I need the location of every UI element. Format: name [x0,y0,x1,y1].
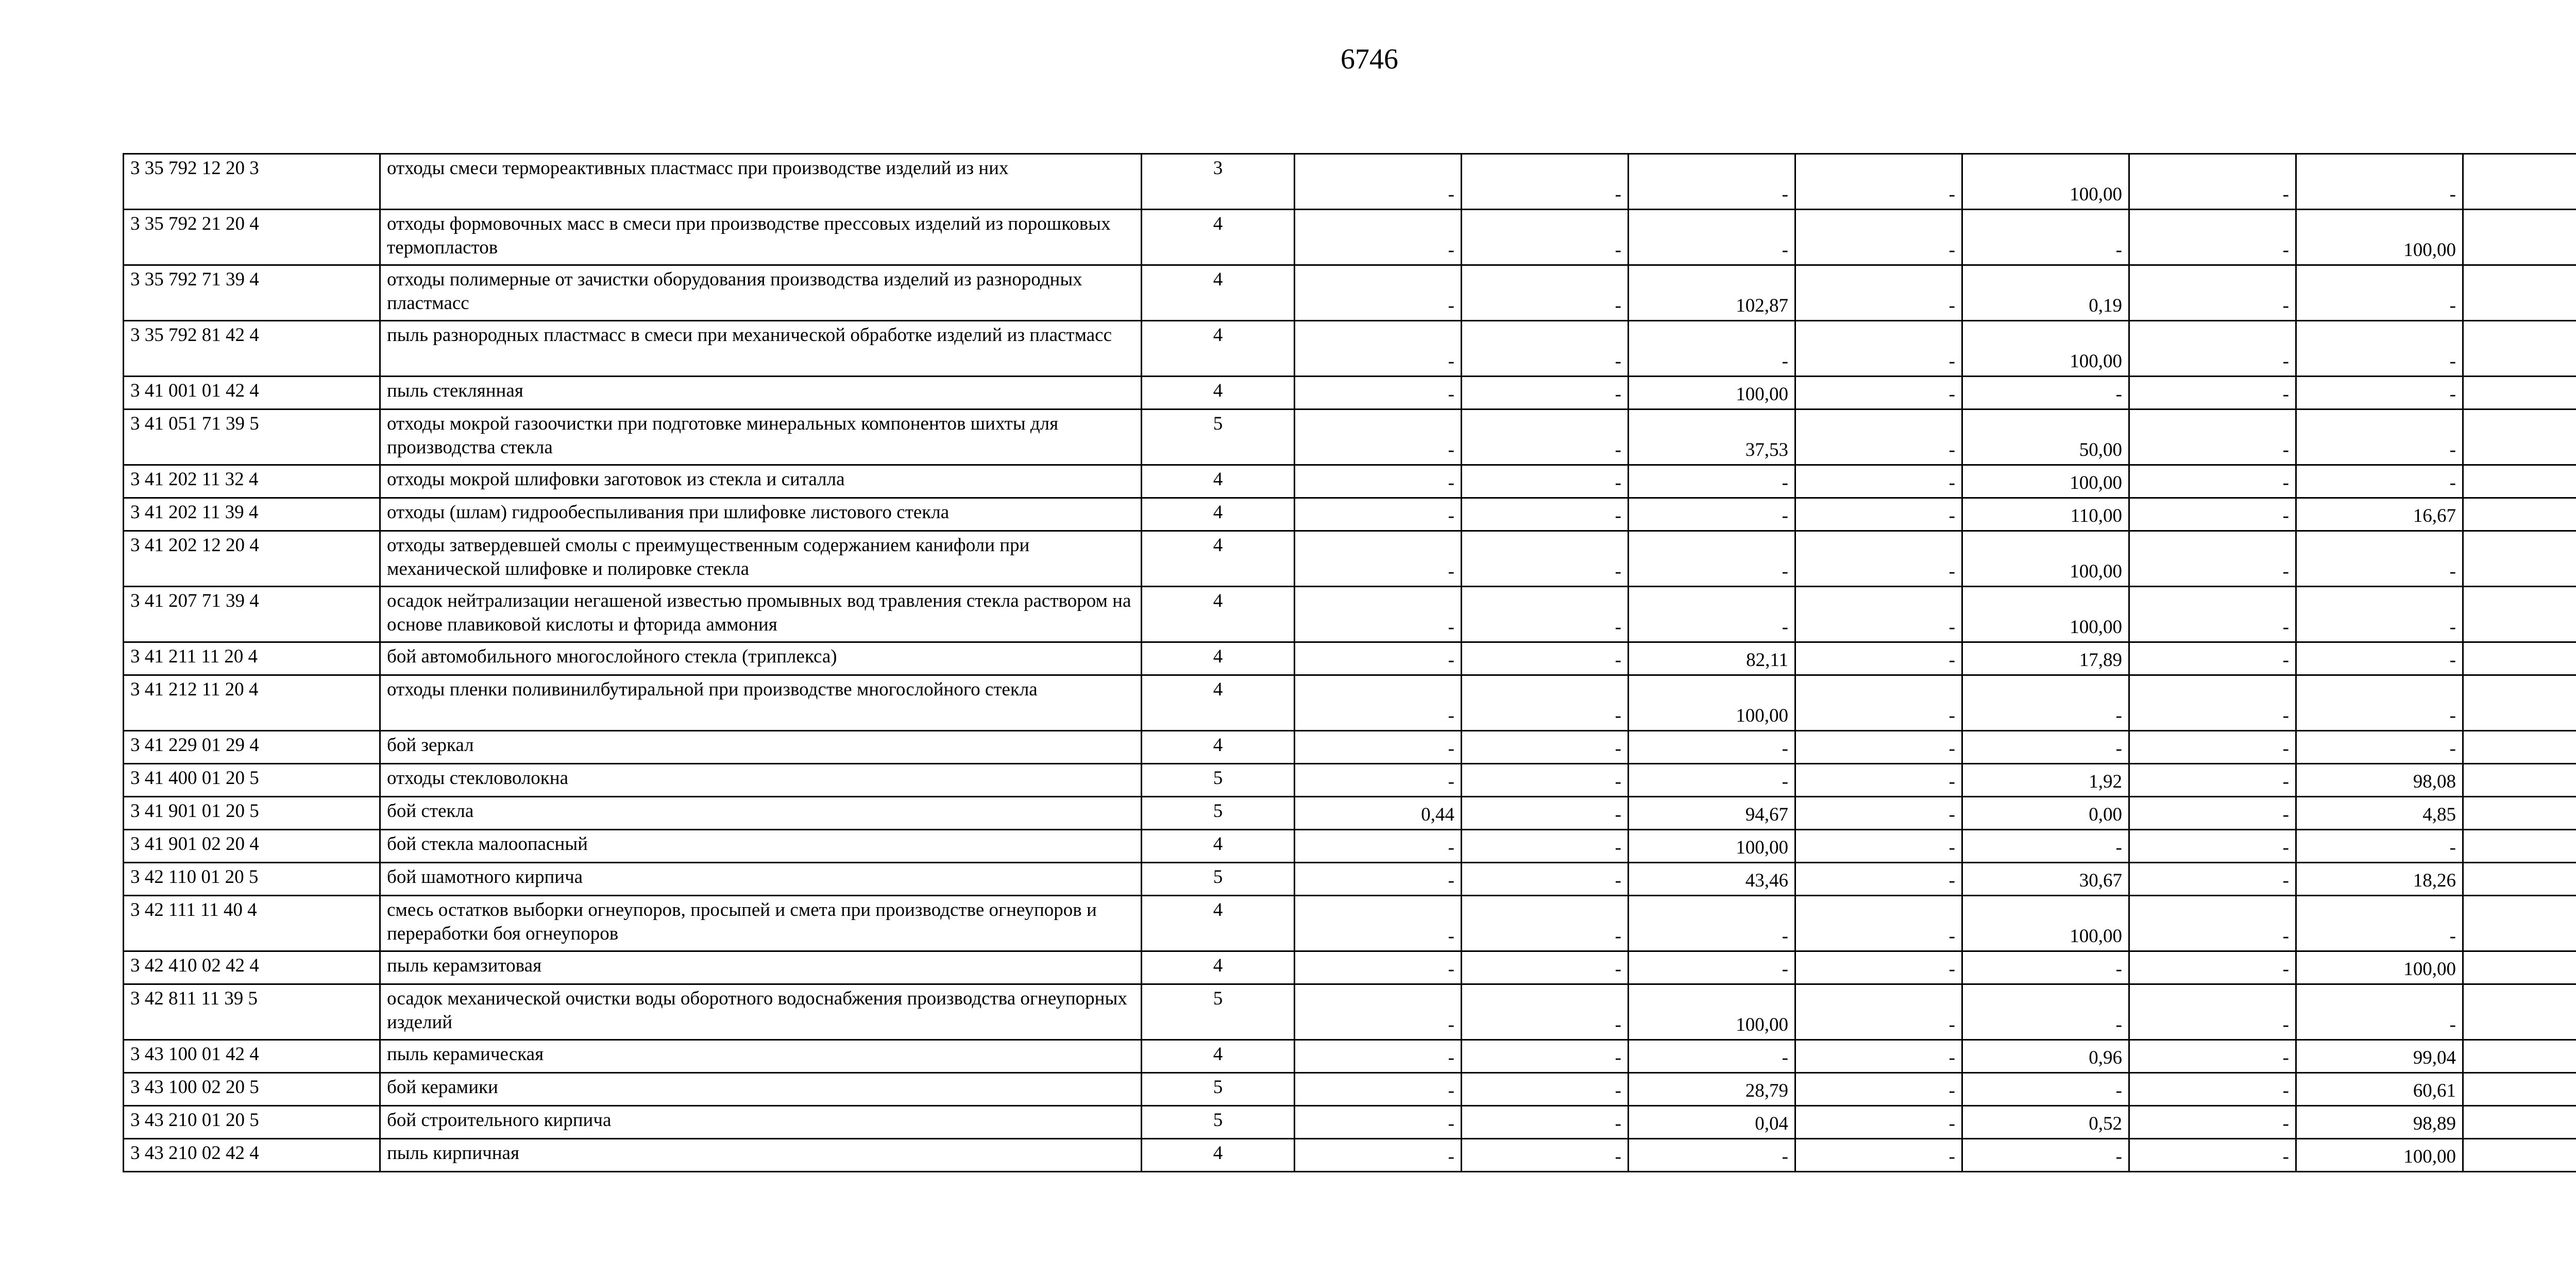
value-cell: - [1462,1040,1629,1073]
waste-name-cell: отходы смеси термореактивных пластмасс при производстве изделий из них [380,154,1142,210]
value-cell: - [1962,675,2129,731]
waste-name-cell: бой автомобильного многослойного стекла (триплекса) [380,642,1142,675]
value-cell: - [2129,465,2296,498]
value-cell: - [2129,1040,2296,1073]
value-cell: - [2129,764,2296,797]
value-cell: - [1295,984,1462,1040]
hazard-class-cell: 5 [1142,1073,1295,1106]
waste-code-cell: 3 42 410 02 42 4 [124,951,380,984]
value-cell: - [1795,642,1962,675]
value-cell: - [1462,896,1629,951]
value-cell: 17,89 [1962,642,2129,675]
value-cell: - [1629,587,1795,642]
value-cell [2463,465,2576,498]
value-cell: - [1295,587,1462,642]
value-cell: - [1795,863,1962,896]
hazard-class-cell: 5 [1142,797,1295,830]
hazard-class-cell: 5 [1142,410,1295,465]
waste-name-cell: отходы мокрой шлифовки заготовок из стекла и ситалла [380,465,1142,498]
value-cell: - [1462,210,1629,265]
table-row [124,1040,2576,1073]
value-cell: 98,08 [2296,764,2463,797]
table-row [124,531,2576,587]
table-row [124,1139,2576,1172]
value-cell: - [1295,321,1462,377]
value-cell: - [1629,1040,1795,1073]
value-cell: - [1295,642,1462,675]
waste-name-cell: бой керамики [380,1073,1142,1106]
value-cell: - [1295,830,1462,863]
waste-code-cell: 3 41 001 01 42 4 [124,377,380,410]
value-cell [2463,731,2576,764]
value-cell: - [2129,154,2296,210]
value-cell [2463,764,2576,797]
value-cell: - [1295,265,1462,321]
waste-name-cell: пыль стеклянная [380,377,1142,410]
value-cell: - [1462,321,1629,377]
value-cell [2463,642,2576,675]
table-row [124,797,2576,830]
value-cell: - [1962,377,2129,410]
value-cell: - [1295,1106,1462,1139]
table-row [124,984,2576,1040]
value-cell: - [1629,531,1795,587]
value-cell: - [2296,410,2463,465]
waste-code-cell: 3 41 202 12 20 4 [124,531,380,587]
waste-code-cell: 3 41 202 11 32 4 [124,465,380,498]
hazard-class-cell: 5 [1142,984,1295,1040]
value-cell: - [2129,1139,2296,1172]
waste-name-cell: отходы формовочных масс в смеси при производстве прессовых изделий из порошковых термопластов [380,210,1142,265]
value-cell: - [1795,896,1962,951]
value-cell: - [1629,321,1795,377]
table-row [124,1106,2576,1139]
value-cell: 100,00 [1962,587,2129,642]
waste-code-cell: 3 43 210 02 42 4 [124,1139,380,1172]
waste-code-cell: 3 43 100 01 42 4 [124,1040,380,1073]
value-cell: - [1462,731,1629,764]
table-row [124,863,2576,896]
value-cell: - [1795,984,1962,1040]
hazard-class-cell: 4 [1142,321,1295,377]
value-cell: 100,00 [1962,896,2129,951]
value-cell: - [2129,210,2296,265]
hazard-class-cell: 4 [1142,377,1295,410]
value-cell: - [1462,531,1629,587]
value-cell [2463,321,2576,377]
value-cell: - [1629,498,1795,531]
value-cell: - [1795,321,1962,377]
value-cell: - [1962,1073,2129,1106]
waste-code-cell: 3 35 792 71 39 4 [124,265,380,321]
value-cell: - [1295,731,1462,764]
waste-name-cell: бой стекла [380,797,1142,830]
hazard-class-cell: 4 [1142,587,1295,642]
value-cell: - [2129,797,2296,830]
waste-code-cell: 3 42 110 01 20 5 [124,863,380,896]
value-cell: - [1295,210,1462,265]
value-cell: - [1462,951,1629,984]
value-cell: - [2129,863,2296,896]
hazard-class-cell: 5 [1142,1106,1295,1139]
value-cell [2463,984,2576,1040]
value-cell: - [1629,210,1795,265]
waste-code-cell: 3 41 400 01 20 5 [124,764,380,797]
value-cell: - [1462,498,1629,531]
waste-code-cell: 3 35 792 21 20 4 [124,210,380,265]
value-cell [2463,1106,2576,1139]
waste-name-cell: отходы стекловолокна [380,764,1142,797]
value-cell: 100,00 [1629,830,1795,863]
value-cell: - [1795,1106,1962,1139]
value-cell: - [1795,587,1962,642]
value-cell: - [1295,154,1462,210]
waste-table [123,153,2576,1172]
waste-name-cell: отходы затвердевшей смолы с преимущественным содержанием канифоли при механической шлифовке и полировке стекла [380,531,1142,587]
waste-name-cell: пыль керамическая [380,1040,1142,1073]
value-cell [2463,1073,2576,1106]
value-cell: 100,00 [1629,675,1795,731]
waste-code-cell: 3 41 901 01 20 5 [124,797,380,830]
hazard-class-cell: 4 [1142,1040,1295,1073]
value-cell: - [1462,764,1629,797]
value-cell: - [2296,830,2463,863]
value-cell: - [2129,1106,2296,1139]
value-cell: 110,00 [1962,498,2129,531]
value-cell: 50,00 [1962,410,2129,465]
value-cell: - [1962,731,2129,764]
value-cell: - [1629,896,1795,951]
value-cell: - [1462,863,1629,896]
value-cell: - [1462,410,1629,465]
value-cell: 0,52 [1962,1106,2129,1139]
waste-code-cell: 3 41 901 02 20 4 [124,830,380,863]
value-cell: - [1795,265,1962,321]
waste-code-cell: 3 35 792 12 20 3 [124,154,380,210]
table-row [124,642,2576,675]
value-cell: - [2296,642,2463,675]
table-row [124,830,2576,863]
waste-code-cell: 3 41 202 11 39 4 [124,498,380,531]
value-cell [2463,531,2576,587]
value-cell: - [1629,951,1795,984]
value-cell: - [1462,1073,1629,1106]
table-row [124,764,2576,797]
value-cell: 0,44 [1295,797,1462,830]
value-cell [2463,410,2576,465]
value-cell: - [1962,951,2129,984]
value-cell [2463,1040,2576,1073]
value-cell: - [2129,498,2296,531]
value-cell: - [1962,1139,2129,1172]
value-cell: - [1462,154,1629,210]
value-cell [2463,498,2576,531]
value-cell: - [1795,210,1962,265]
value-cell: - [1962,830,2129,863]
waste-code-cell: 3 43 210 01 20 5 [124,1106,380,1139]
waste-name-cell: бой стекла малоопасный [380,830,1142,863]
waste-name-cell: пыль кирпичная [380,1139,1142,1172]
value-cell: - [1795,1040,1962,1073]
waste-name-cell: пыль керамзитовая [380,951,1142,984]
value-cell: - [1462,984,1629,1040]
value-cell: - [1795,1073,1962,1106]
hazard-class-cell: 5 [1142,764,1295,797]
value-cell [2463,1139,2576,1172]
value-cell: - [2296,731,2463,764]
value-cell [2463,830,2576,863]
value-cell: - [1962,984,2129,1040]
value-cell: - [2129,731,2296,764]
waste-code-cell: 3 41 212 11 20 4 [124,675,380,731]
value-cell: - [2296,465,2463,498]
table-row [124,1073,2576,1106]
value-cell: 43,46 [1629,863,1795,896]
hazard-class-cell: 4 [1142,642,1295,675]
value-cell: - [1462,1139,1629,1172]
value-cell [2463,863,2576,896]
value-cell: - [1795,731,1962,764]
value-cell: 100,00 [2296,951,2463,984]
table-row [124,587,2576,642]
value-cell: - [2129,675,2296,731]
value-cell [2463,265,2576,321]
value-cell: - [1295,1040,1462,1073]
value-cell: - [1795,498,1962,531]
value-cell: - [2129,531,2296,587]
hazard-class-cell: 4 [1142,210,1295,265]
value-cell: 82,11 [1629,642,1795,675]
value-cell: 100,00 [2296,1139,2463,1172]
value-cell: - [1795,154,1962,210]
value-cell: - [2296,154,2463,210]
waste-name-cell: бой строительного кирпича [380,1106,1142,1139]
value-cell: - [2296,896,2463,951]
value-cell: 98,89 [2296,1106,2463,1139]
value-cell: - [2129,642,2296,675]
value-cell: - [1795,764,1962,797]
value-cell: 30,67 [1962,863,2129,896]
hazard-class-cell: 3 [1142,154,1295,210]
value-cell: 28,79 [1629,1073,1795,1106]
value-cell: - [1462,642,1629,675]
value-cell: - [1629,1139,1795,1172]
value-cell: - [1462,265,1629,321]
value-cell: - [1795,531,1962,587]
value-cell: - [1295,675,1462,731]
value-cell: - [1462,465,1629,498]
table-row [124,675,2576,731]
value-cell: 0,00 [1962,797,2129,830]
hazard-class-cell: 4 [1142,675,1295,731]
value-cell: - [1629,731,1795,764]
value-cell: 37,53 [1629,410,1795,465]
table-row [124,951,2576,984]
table-row [124,210,2576,265]
table-row [124,896,2576,951]
value-cell: - [1295,896,1462,951]
value-cell: - [2129,951,2296,984]
waste-name-cell: бой зеркал [380,731,1142,764]
value-cell [2463,587,2576,642]
value-cell: - [2129,830,2296,863]
value-cell: - [2296,265,2463,321]
hazard-class-cell: 4 [1142,896,1295,951]
value-cell: 4,85 [2296,797,2463,830]
waste-name-cell: отходы мокрой газоочистки при подготовке минеральных компонентов шихты для производства стекла [380,410,1142,465]
value-cell: - [2129,377,2296,410]
hazard-class-cell: 4 [1142,498,1295,531]
value-cell: 0,19 [1962,265,2129,321]
hazard-class-cell: 4 [1142,531,1295,587]
waste-name-cell: смесь остатков выборки огнеупоров, просыпей и смета при производстве огнеупоров и переработки боя огнеупоров [380,896,1142,951]
value-cell: - [2296,321,2463,377]
value-cell [2463,154,2576,210]
value-cell: 100,00 [1962,154,2129,210]
table-row [124,731,2576,764]
table-body [124,154,2576,1172]
value-cell: - [1462,675,1629,731]
value-cell: - [2296,531,2463,587]
waste-code-cell: 3 42 811 11 39 5 [124,984,380,1040]
value-cell: - [1462,797,1629,830]
value-cell: 100,00 [1962,321,2129,377]
value-cell: 100,00 [1629,377,1795,410]
value-cell: - [1629,764,1795,797]
waste-name-cell: пыль разнородных пластмасс в смеси при механической обработке изделий из пластмасс [380,321,1142,377]
value-cell: 100,00 [1629,984,1795,1040]
value-cell [2463,896,2576,951]
value-cell: 100,00 [1962,531,2129,587]
page-number: 6746 [1341,43,1398,75]
value-cell: - [1295,465,1462,498]
table-row [124,465,2576,498]
value-cell: 100,00 [2296,210,2463,265]
value-cell: 16,67 [2296,498,2463,531]
value-cell: 0,96 [1962,1040,2129,1073]
value-cell: 94,67 [1629,797,1795,830]
waste-code-cell: 3 43 100 02 20 5 [124,1073,380,1106]
value-cell: - [1295,863,1462,896]
value-cell: 60,61 [2296,1073,2463,1106]
value-cell: - [1295,498,1462,531]
value-cell [2463,797,2576,830]
waste-code-cell: 3 42 111 11 40 4 [124,896,380,951]
value-cell: - [2129,265,2296,321]
value-cell: - [2296,984,2463,1040]
hazard-class-cell: 5 [1142,863,1295,896]
value-cell: 99,04 [2296,1040,2463,1073]
value-cell: - [1462,1106,1629,1139]
waste-code-cell: 3 35 792 81 42 4 [124,321,380,377]
waste-code-cell: 3 41 211 11 20 4 [124,642,380,675]
hazard-class-cell: 4 [1142,951,1295,984]
value-cell: - [2296,377,2463,410]
waste-code-cell: 3 41 229 01 29 4 [124,731,380,764]
value-cell: - [2296,675,2463,731]
value-cell: - [1295,377,1462,410]
value-cell [2463,675,2576,731]
value-cell: - [1795,675,1962,731]
value-cell: - [2129,587,2296,642]
value-cell: - [2129,1073,2296,1106]
value-cell [2463,210,2576,265]
value-cell: - [1795,830,1962,863]
value-cell: - [1962,210,2129,265]
value-cell: - [1629,465,1795,498]
table-row [124,321,2576,377]
waste-name-cell: осадок нейтрализации негашеной известью промывных вод травления стекла раствором на основе плавиковой кислоты и фторида аммония [380,587,1142,642]
value-cell [2463,951,2576,984]
value-cell: - [1295,764,1462,797]
hazard-class-cell: 4 [1142,265,1295,321]
value-cell: - [1295,1139,1462,1172]
waste-name-cell: отходы (шлам) гидрообеспыливания при шлифовке листового стекла [380,498,1142,531]
hazard-class-cell: 4 [1142,731,1295,764]
value-cell: - [1795,465,1962,498]
value-cell: - [1795,951,1962,984]
table-row [124,265,2576,321]
value-cell: - [2129,321,2296,377]
hazard-class-cell: 4 [1142,830,1295,863]
value-cell: 102,87 [1629,265,1795,321]
value-cell: - [2129,984,2296,1040]
waste-name-cell: отходы полимерные от зачистки оборудования производства изделий из разнородных пластмасс [380,265,1142,321]
value-cell [2463,377,2576,410]
waste-code-cell: 3 41 207 71 39 4 [124,587,380,642]
waste-name-cell: бой шамотного кирпича [380,863,1142,896]
value-cell: - [1462,587,1629,642]
value-cell: - [1295,951,1462,984]
table-row [124,154,2576,210]
waste-name-cell: отходы пленки поливинилбутиральной при производстве многослойного стекла [380,675,1142,731]
value-cell: 18,26 [2296,863,2463,896]
waste-name-cell: осадок механической очистки воды оборотного водоснабжения производства огнеупорных изделий [380,984,1142,1040]
hazard-class-cell: 4 [1142,1139,1295,1172]
hazard-class-cell: 4 [1142,465,1295,498]
value-cell: 100,00 [1962,465,2129,498]
table-row [124,377,2576,410]
value-cell: - [1795,797,1962,830]
waste-code-cell: 3 41 051 71 39 5 [124,410,380,465]
value-cell: - [1295,531,1462,587]
value-cell: - [1462,377,1629,410]
value-cell: - [2296,587,2463,642]
table-row [124,410,2576,465]
value-cell: - [1462,830,1629,863]
value-cell: - [2129,896,2296,951]
table-row [124,498,2576,531]
value-cell: 1,92 [1962,764,2129,797]
value-cell: 0,04 [1629,1106,1795,1139]
value-cell: - [1795,377,1962,410]
value-cell: - [1795,410,1962,465]
value-cell: - [2129,410,2296,465]
value-cell: - [1795,1139,1962,1172]
value-cell: - [1295,410,1462,465]
value-cell: - [1295,1073,1462,1106]
value-cell: - [1629,154,1795,210]
